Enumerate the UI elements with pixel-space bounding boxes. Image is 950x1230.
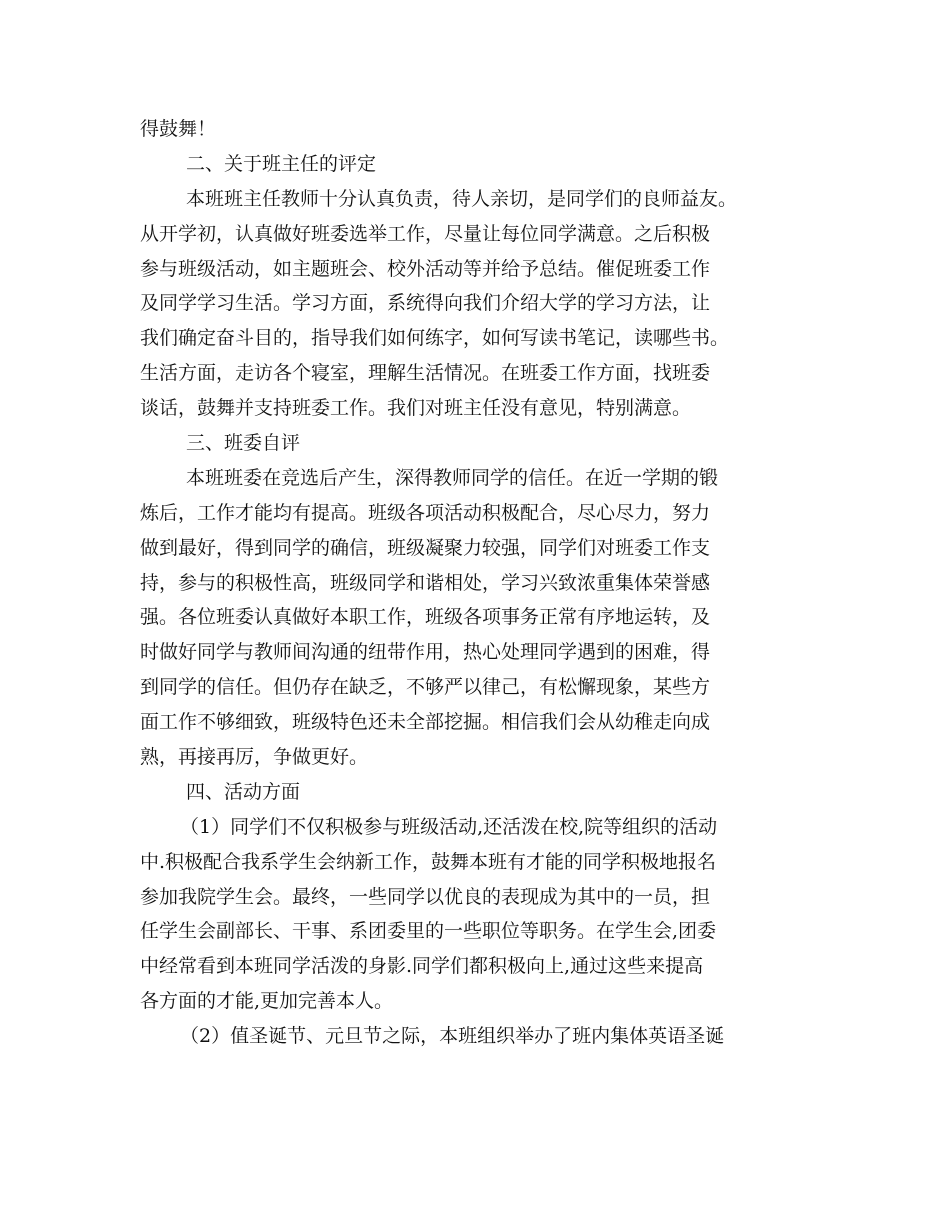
text-line: 持，参与的积极性高，班级同学和谐相处，学习兴致浓重集体荣誉感 [140,571,711,594]
text-line: 本班班主任教师十分认真负责，待人亲切，是同学们的良师益友。 [186,187,738,210]
text-line: 做到最好，得到同学的确信，班级凝聚力较强，同学们对班委工作支 [140,536,711,559]
text-line: 中.积极配合我系学生会纳新工作，鼓舞本班有才能的同学积极地报名 [140,850,717,873]
text-line: 熟，再接再厉，争做更好。 [140,746,369,769]
text-line: 参加我院学生会。最终，一些同学以优良的表现成为其中的一员，担 [140,885,711,908]
text-line: 及同学学习生活。学习方面，系统得向我们介绍大学的学习方法，让 [140,292,711,315]
text-line: 谈话，鼓舞并支持班委工作。我们对班主任没有意见，特别满意。 [140,397,692,420]
text-line: 强。各位班委认真做好本职工作，班级各项事务正常有序地运转，及 [140,606,711,629]
text-line: 到同学的信任。但仍存在缺乏，不够严以律己，有松懈现象，某些方 [140,676,711,699]
text-line: 炼后，工作才能均有提高。班级各项活动积极配合，尽心尽力，努力 [140,501,711,524]
section-heading: 三、班委自评 [186,432,301,455]
text-line: 我们确定奋斗目的，指导我们如何练字，如何写读书笔记，读哪些书。 [140,327,730,350]
text-line: （1）同学们不仅积极参与班级活动,还活泼在校,院等组织的活动 [180,815,718,838]
text-line: 生活方面，走访各个寝室，理解生活情况。在班委工作方面，找班委 [140,362,711,385]
text-line: 得鼓舞！ [140,118,217,140]
text-line: 从开学初，认真做好班委选举工作，尽量让每位同学满意。之后积极 [140,222,711,245]
section-heading: 四、活动方面 [186,780,301,803]
document-body [140,112,810,1054]
section-heading: 二、关于班主任的评定 [186,152,377,175]
text-line: 时做好同学与教师间沟通的纽带作用，热心处理同学遇到的困难，得 [140,641,711,664]
text-line: 中经常看到本班同学活泼的身影.同学们都积极向上,通过这些来提高 [140,955,704,978]
text-line: 各方面的才能,更加完善本人。 [140,990,394,1013]
text-line: 本班班委在竞选后产生，深得教师同学的信任。在近一学期的锻 [186,466,719,489]
text-line: 面工作不够细致，班级特色还未全部挖掘。相信我们会从幼稚走向成 [140,711,711,734]
text-line: 参与班级活动，如主题班会、校外活动等并给予总结。催促班委工作 [140,257,711,280]
text-line: （2）值圣诞节、元旦节之际，本班组织举办了班内集体英语圣诞 [180,1025,725,1048]
text-line: 任学生会副部长、干事、系团委里的一些职位等职务。在学生会,团委 [140,920,717,943]
